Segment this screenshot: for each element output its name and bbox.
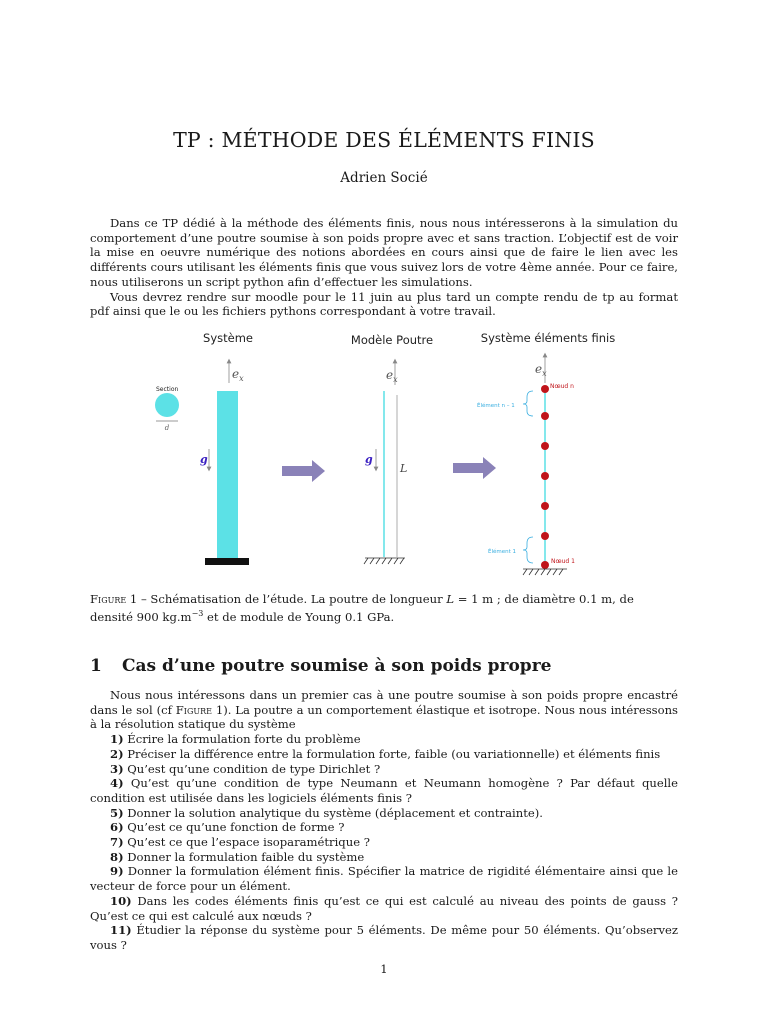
- study-schematic-figure: [150, 325, 620, 580]
- author-name: Adrien Socié: [340, 170, 428, 186]
- ex-axis-label: $e_x$: [535, 362, 547, 378]
- section-label: Section: [156, 386, 179, 393]
- section-heading: [90, 656, 551, 676]
- question-item: 4) Qu’est qu’une condition de type Neumann et Neumann homogène ? Par défaut quelle condition est utilisée dans les logiciels éléments finis ?: [90, 776, 678, 805]
- ex-axis-label: $e_x$: [386, 368, 398, 384]
- fe-node: [541, 412, 549, 420]
- clamp-base: [205, 558, 249, 565]
- question-item: 9) Donner la formulation élément finis. Spécifier la matrice de rigidité élémentaire ainsi que le vecteur de force pour un élément.: [90, 864, 678, 894]
- fe-node: [541, 442, 549, 450]
- fe-node: [541, 502, 549, 510]
- length-label: L: [400, 462, 408, 475]
- diameter-label: d: [164, 424, 170, 432]
- element-n-label: Élément n – 1: [477, 403, 515, 409]
- node-n-label: Nœud n: [550, 383, 574, 390]
- node-1-label: Nœud 1: [551, 558, 575, 565]
- ground-hatch: [364, 558, 405, 564]
- question-item: 5) Donner la solution analytique du système (déplacement et contrainte).: [110, 805, 543, 820]
- figure-caption: Figure 1 – Schématisation de l’étude. La poutre de longueur L = 1 m ; de diamètre 0.1 m, de densité 900 $kg.m^{-3}$ et de module de Young 0.1 GPa.: [90, 592, 634, 624]
- question-item: 10) Dans les codes éléments finis qu’est ce qui est calculé au niveau des points de gauss ? Qu’est ce qui est calculé aux nœuds ?: [90, 893, 678, 923]
- question-item: 7) Qu’est ce que l’espace isoparamétrique ?: [110, 835, 370, 850]
- element-1-label: Élément 1: [488, 549, 517, 555]
- transition-arrow: [282, 460, 325, 482]
- ground-hatch: [523, 569, 567, 575]
- transition-arrow: [453, 457, 496, 479]
- question-item: 3) Qu’est qu’une condition de type Dirichlet ?: [110, 761, 381, 776]
- question-item: 2) Préciser la différence entre la formulation forte, faible (ou variationnelle) et éléments finis: [110, 746, 661, 761]
- question-item: 11) Étudier la réponse du système pour 5 éléments. De même pour 50 éléments. Qu’observez vous ?: [90, 923, 678, 952]
- intro-text: [90, 216, 678, 319]
- gravity-label: g: [365, 453, 373, 466]
- fe-node: [541, 385, 549, 393]
- section-circle: [155, 393, 179, 417]
- question-item: 6) Qu’est ce qu’une fonction de forme ?: [110, 820, 345, 835]
- panel-title-fe-system: Système éléments finis: [480, 331, 616, 345]
- section-number: 1: [90, 656, 102, 676]
- intro-paragraph: Dans ce TP dédié à la méthode des éléments finis, nous nous intéresserons à la simulation du comportement d’une poutre soumise à son poids propre avec et sans traction. L’objectif est de voir la mise en oeuvre numérique des notions abordées en cours ainsi que de faire le lien avec les différents cours utilisant les éléments finis que vous suivez lors de votre 4ème année. Pour ce faire, nous utiliserons un script python afin d’effectuer les simulations.: [90, 216, 678, 289]
- fe-node: [541, 472, 549, 480]
- question-item: 1) Écrire la formulation forte du problème: [110, 732, 361, 747]
- caption-label: Figure 1: [90, 592, 138, 606]
- fe-node: [541, 532, 549, 540]
- page-number: 1: [380, 962, 388, 976]
- question-item: 8) Donner la formulation faible du système: [110, 849, 365, 864]
- element-n-brace: [523, 391, 533, 416]
- gravity-label: g: [200, 453, 208, 466]
- fe-node: [541, 561, 549, 569]
- beam-system: [217, 391, 238, 561]
- section-title: Cas d’une poutre soumise à son poids propre: [122, 656, 552, 676]
- section-intro: Nous nous intéressons dans un premier cas à une poutre soumise à son poids propre encastré dans le sol (cf Figure 1). La poutre a un comportement élastique et isotrope. Nous nous intéressons à la résolution statique du système: [90, 688, 678, 732]
- panel-title-system: Système: [203, 331, 253, 345]
- intro-paragraph: Vous devrez rendre sur moodle pour le 11 juin au plus tard un compte rendu de tp au format pdf ainsi que le ou les fichiers pythons correspondant à votre travail.: [90, 289, 678, 319]
- element-1-brace: [523, 537, 533, 563]
- panel-title-beam-model: Modèle Poutre: [350, 333, 434, 347]
- ex-axis-label: $e_x$: [232, 367, 244, 383]
- section-body: [90, 688, 678, 953]
- document-title: TP : MÉTHODE DES ÉLÉMENTS FINIS: [173, 128, 595, 152]
